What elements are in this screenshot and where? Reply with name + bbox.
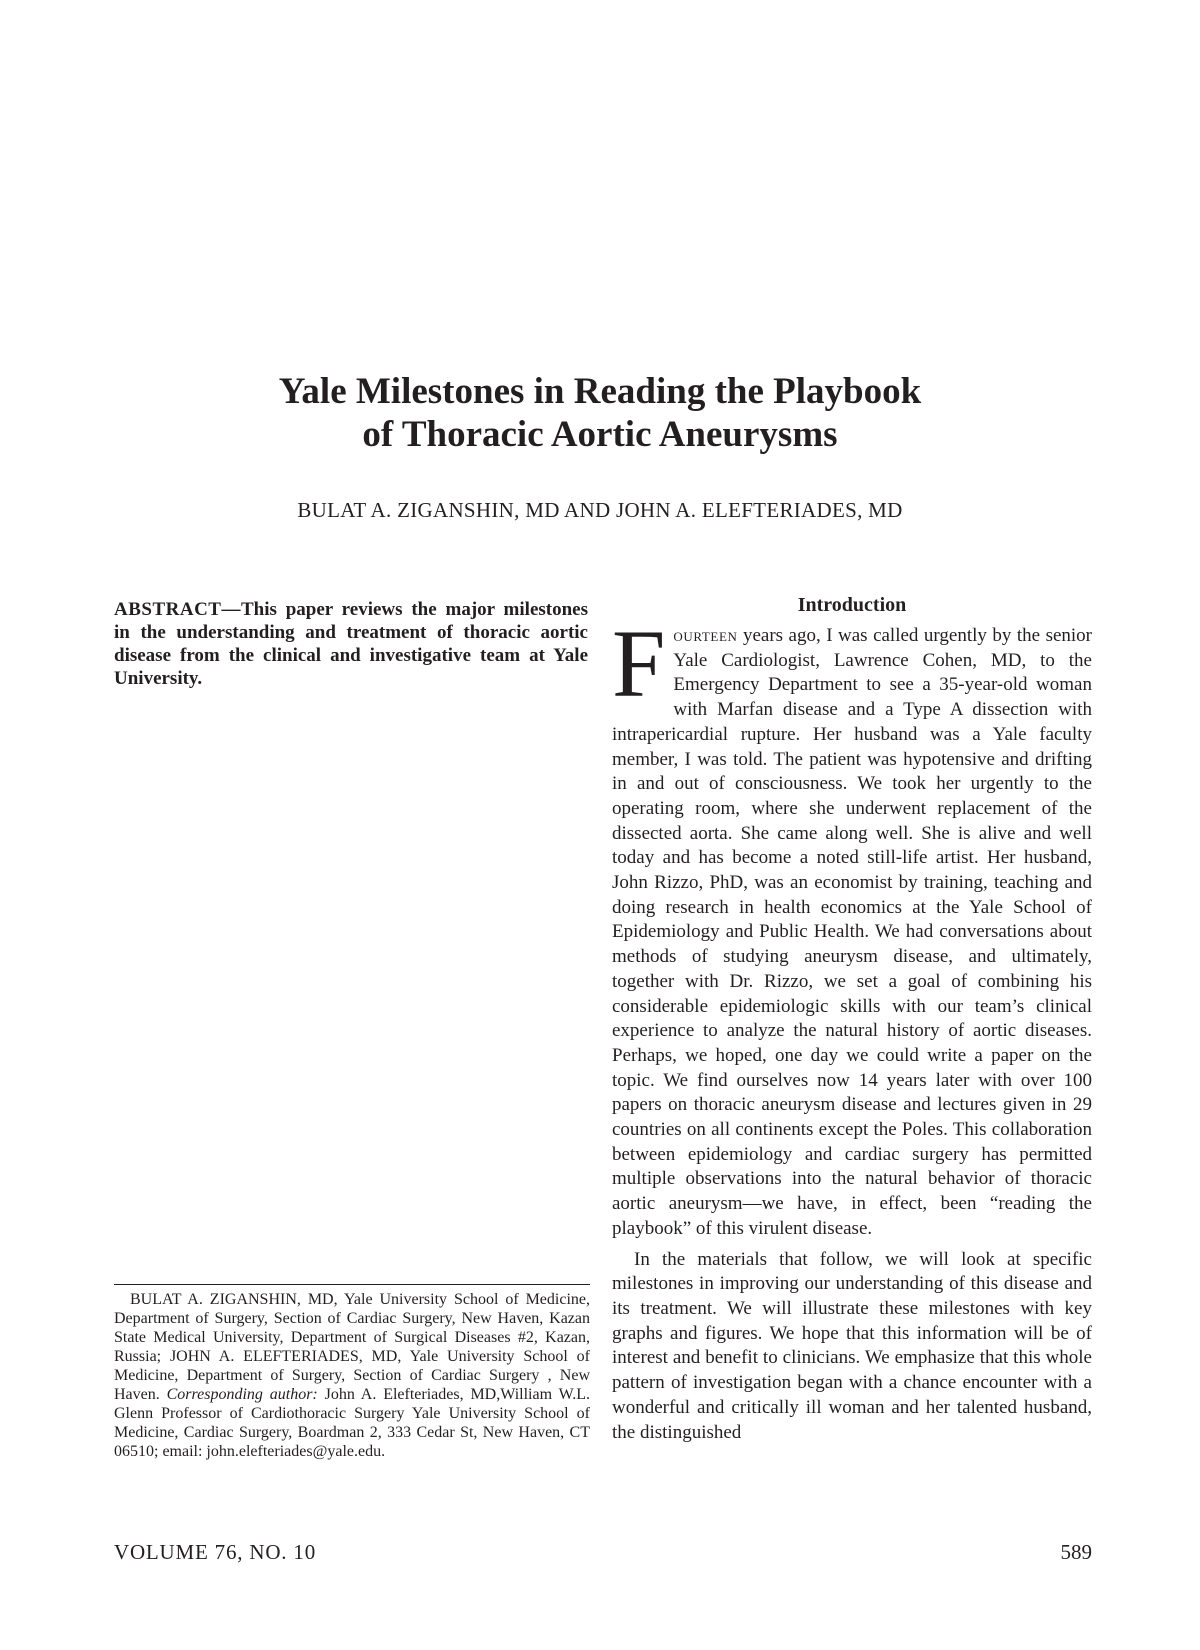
author-affiliation-footnote [114,1290,590,1461]
body-paragraph: In the materials that follow, we will look at specific milestones in improving our understanding of this disease and its treatment. We will illustrate these milestones with key graphs and figures. We hope that this information will be of interest and benefit to clinicians. We emphasize that this whole pattern of investigation began with a chance encounter with a wonderful and critically ill woman and her talented husband, the distinguished [612,1248,1092,1443]
article-title-line-1: Yale Milestones in Reading the Playbook [278,371,922,412]
abstract-text: This paper reviews the major milestones in the understanding and treatment of thoracic aortic disease from the clinical and investigative team at Yale University. [114,599,588,689]
paragraph-1-text: years ago, I was called urgently by the senior Yale Cardiologist, Lawrence Cohen, MD, to the Emergency Department to see a 35-year-old woman with Marfan disease and a Type A dissection with intrapericardial rupture. Her husband was a Yale faculty member, I was told. The patient was hypotensive and drifting in and out of consciousness. We took her urgently to the operating room, where she underwent replacement of the dissected aorta. She came along well. She is alive and well today and has become a noted still-life artist. Her husband, John Rizzo, PhD, was an economist by training, teaching and doing research in health economics at the Yale School of Epidemiology and Public Health. We had conversations about methods of studying aneurysm disease, and ultimately, together with Dr. Rizzo, we set a goal of combining his considerable epidemiologic skills with our team’s clinical experience to analyze the natural history of aortic diseases. Perhaps, we hoped, one day we could write a paper on the topic. We find ourselves now 14 years later with over 100 papers on thoracic aneurysm disease and lectures given in 29 countries on all continents except the Poles. This collaboration between epidemiology and cardiac surgery has permitted multiple observations into the natural behavior of thoracic aortic aneurysm—we have, in effect, been “reading the playbook” of this virulent disease. [612,625,1092,1239]
abstract [114,598,588,690]
body-paragraph [612,610,1092,1242]
footnote-divider [114,1284,590,1285]
section-heading-introduction: Introduction [797,594,907,616]
abstract-label: ABSTRACT— [114,599,241,620]
lead-in-smallcaps: ourteen [673,625,738,646]
footnote-corresponding-label: Corresponding author: [166,1386,318,1403]
introduction-body [612,610,1092,1445]
running-footer-volume: VOLUME 76, NO. 10 [114,1540,317,1564]
footnote-corresponding-details: John A. Elefteriades, MD,William W.L. Glenn Professor of Cardiothoracic Surgery Yale University School of Medicine, Cardiac Surgery, Boardman 2, 333 Cedar St, New Haven, CT 06510; email: john.elefteriades@yale.edu. [114,1386,590,1460]
article-title [0,370,1200,456]
page-number: 589 [1060,1540,1092,1564]
drop-cap: F [612,610,666,717]
author-byline: BULAT A. ZIGANSHIN, MD AND JOHN A. ELEFTERIADES, MD [297,498,903,522]
article-title-line-2: of Thoracic Aortic Aneurysms [362,414,838,455]
footnote-affiliations: BULAT A. ZIGANSHIN, MD, Yale University School of Medicine, Department of Surgery, Section of Cardiac Surgery, New Haven, Kazan State Medical University, Department of Surgical Diseases #2, Kazan, Russia; JOHN A. ELEFTERIADES, MD, Yale University School of Medicine, Department of Surgery, Section of Cardiac Surgery , New Haven. [114,1291,590,1403]
